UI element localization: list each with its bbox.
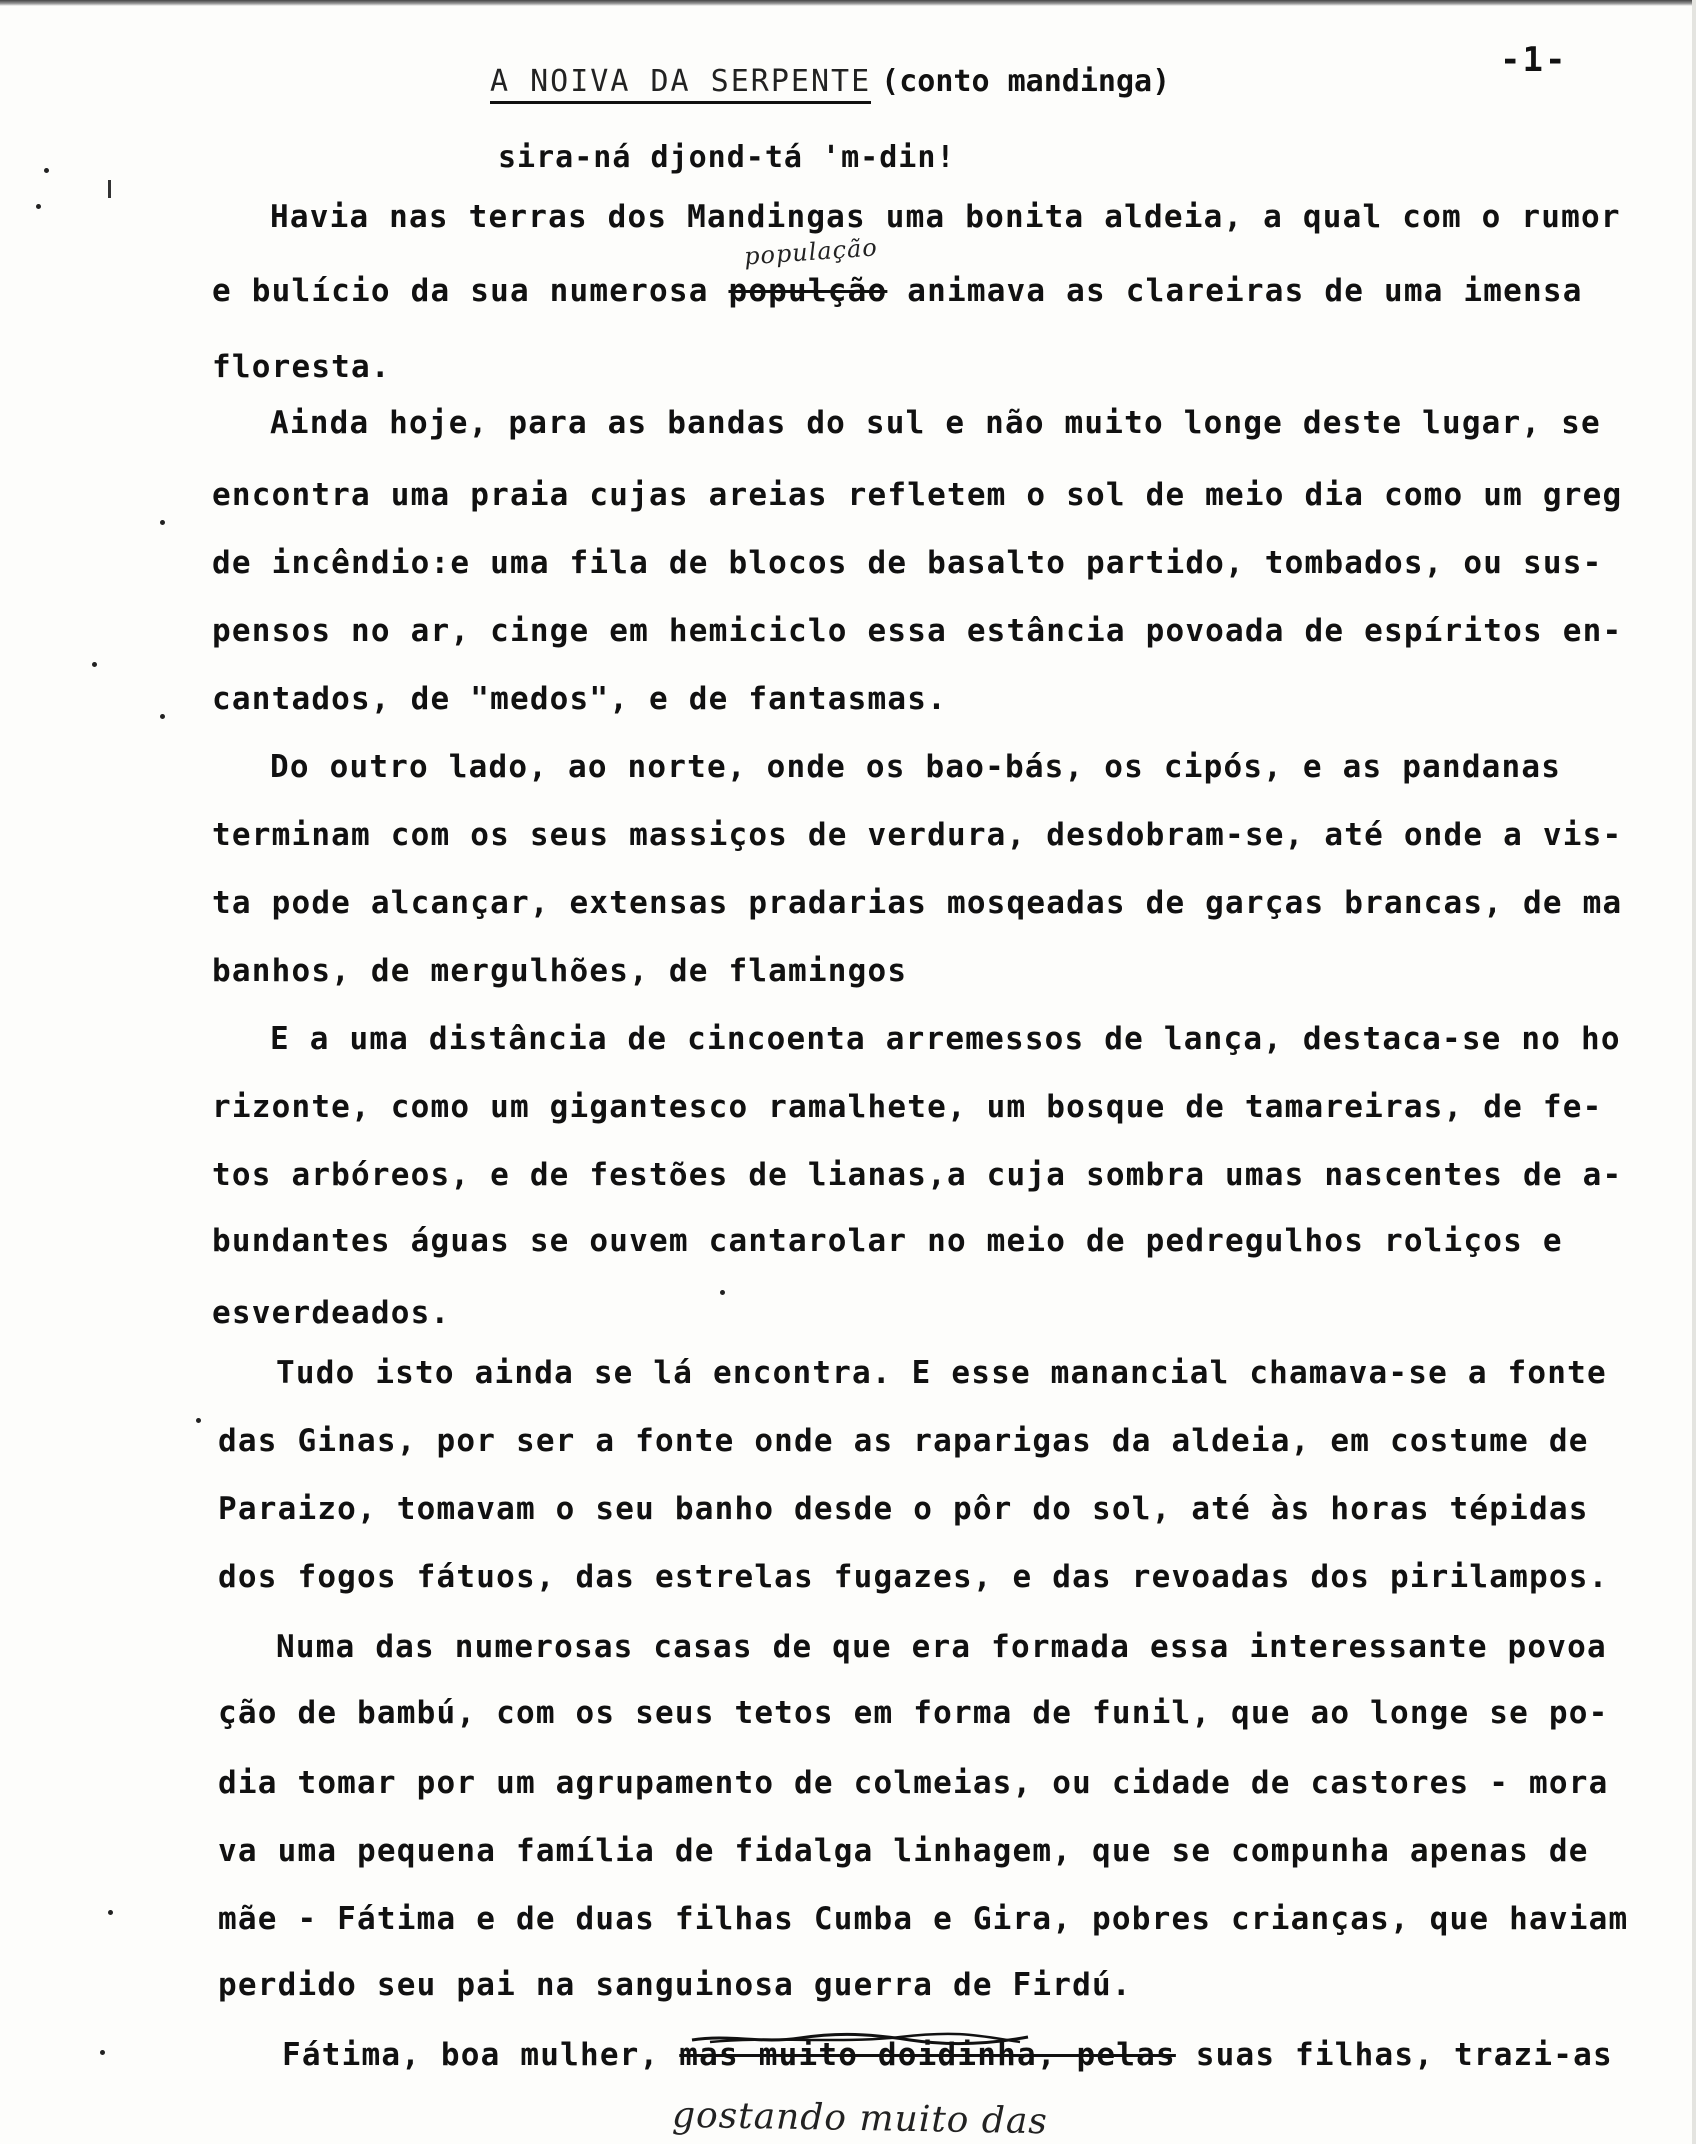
- title-main: A NOIVA DA SERPENTE: [490, 64, 871, 104]
- body-line: encontra uma praia cujas areias refletem o sol de meio dia como um greg: [212, 477, 1623, 513]
- handwritten-insertion: gostando muito das: [671, 2094, 1049, 2143]
- body-line: ta pode alcançar, extensas pradarias mosqeadas de garças brancas, de ma: [212, 885, 1623, 921]
- body-line: Paraizo, tomavam o seu banho desde o pôr do sol, até às horas tépidas: [218, 1491, 1589, 1527]
- body-line: esverdeados.: [212, 1295, 451, 1331]
- body-line: tos arbóreos, e de festões de lianas,a cuja sombra umas nascentes de a-: [212, 1157, 1623, 1193]
- body-line: Do outro lado, ao norte, onde os bao-bás, os cipós, e as pandanas: [270, 749, 1562, 785]
- scan-speck: [44, 168, 49, 173]
- struck-word: populção: [728, 273, 888, 309]
- body-line: rizonte, como um gigantesco ramalhete, um bosque de tamareiras, de fe-: [212, 1089, 1603, 1125]
- body-line: Tudo isto ainda se lá encontra. E esse manancial chamava-se a fonte: [276, 1355, 1607, 1391]
- body-line: Fátima, boa mulher, mas muito doidinha, pelas suas filhas, trazi-as: [282, 2037, 1613, 2073]
- body-line: e bulício da sua numerosa populção animava as clareiras de uma imensa: [212, 273, 1583, 309]
- scan-speck: [160, 520, 165, 525]
- scan-speck: [196, 1418, 201, 1423]
- scan-speck: [108, 1910, 113, 1915]
- handwritten-insertion: população: [743, 233, 879, 271]
- scan-speck: [36, 204, 41, 209]
- body-line: Havia nas terras dos Mandingas uma bonita aldeia, a qual com o rumor: [270, 199, 1621, 235]
- body-line: de incêndio:e uma fila de blocos de basalto partido, tombados, ou sus-: [212, 545, 1603, 581]
- struck-phrase: mas muito doidinha, pelas: [679, 2037, 1176, 2073]
- scan-speck: [100, 2050, 105, 2055]
- scan-speck: [720, 1290, 725, 1295]
- body-line: banhos, de mergulhões, de flamingos: [212, 953, 908, 989]
- body-line: E a uma distância de cincoenta arremessos de lança, destaca-se no ho: [270, 1021, 1621, 1057]
- body-line: va uma pequena família de fidalga linhagem, que se compunha apenas de: [218, 1833, 1589, 1869]
- scan-speck: [160, 714, 165, 719]
- body-line: dos fogos fátuos, das estrelas fugazes, e das revoadas dos pirilampos.: [218, 1559, 1609, 1595]
- scan-right-edge: [1692, 0, 1696, 2144]
- body-line: das Ginas, por ser a fonte onde as raparigas da aldeia, em costume de: [218, 1423, 1589, 1459]
- body-line: perdido seu pai na sanguinosa guerra de Firdú.: [218, 1967, 1132, 2003]
- body-line: mãe - Fátima e de duas filhas Cumba e Gira, pobres crianças, que haviam: [218, 1901, 1629, 1937]
- page-number: -1-: [1500, 40, 1568, 80]
- body-line: pensos no ar, cinge em hemiciclo essa estância povoada de espíritos en-: [212, 613, 1623, 649]
- margin-mark: [108, 180, 111, 198]
- story-title: [490, 64, 1170, 99]
- body-line: Ainda hoje, para as bandas do sul e não muito longe deste lugar, se: [270, 405, 1601, 441]
- scan-speck: [92, 662, 97, 667]
- body-line: terminam com os seus massiços de verdura, desdobram-se, até onde a vis-: [212, 817, 1623, 853]
- epigraph: sira-ná djond-tá 'm-din!: [498, 140, 956, 175]
- body-line: ção de bambú, com os seus tetos em forma de funil, que ao longe se po-: [218, 1695, 1609, 1731]
- body-line: Numa das numerosas casas de que era formada essa interessante povoa: [276, 1629, 1607, 1665]
- scan-top-edge: [0, 0, 1696, 6]
- body-line: cantados, de "medos", e de fantasmas.: [212, 681, 947, 717]
- body-line: floresta.: [212, 349, 391, 385]
- body-line: bundantes águas se ouvem cantarolar no meio de pedregulhos roliços e: [212, 1223, 1563, 1259]
- body-line: dia tomar por um agrupamento de colmeias, ou cidade de castores - mora: [218, 1765, 1609, 1801]
- title-subtitle: (conto mandinga): [881, 64, 1171, 99]
